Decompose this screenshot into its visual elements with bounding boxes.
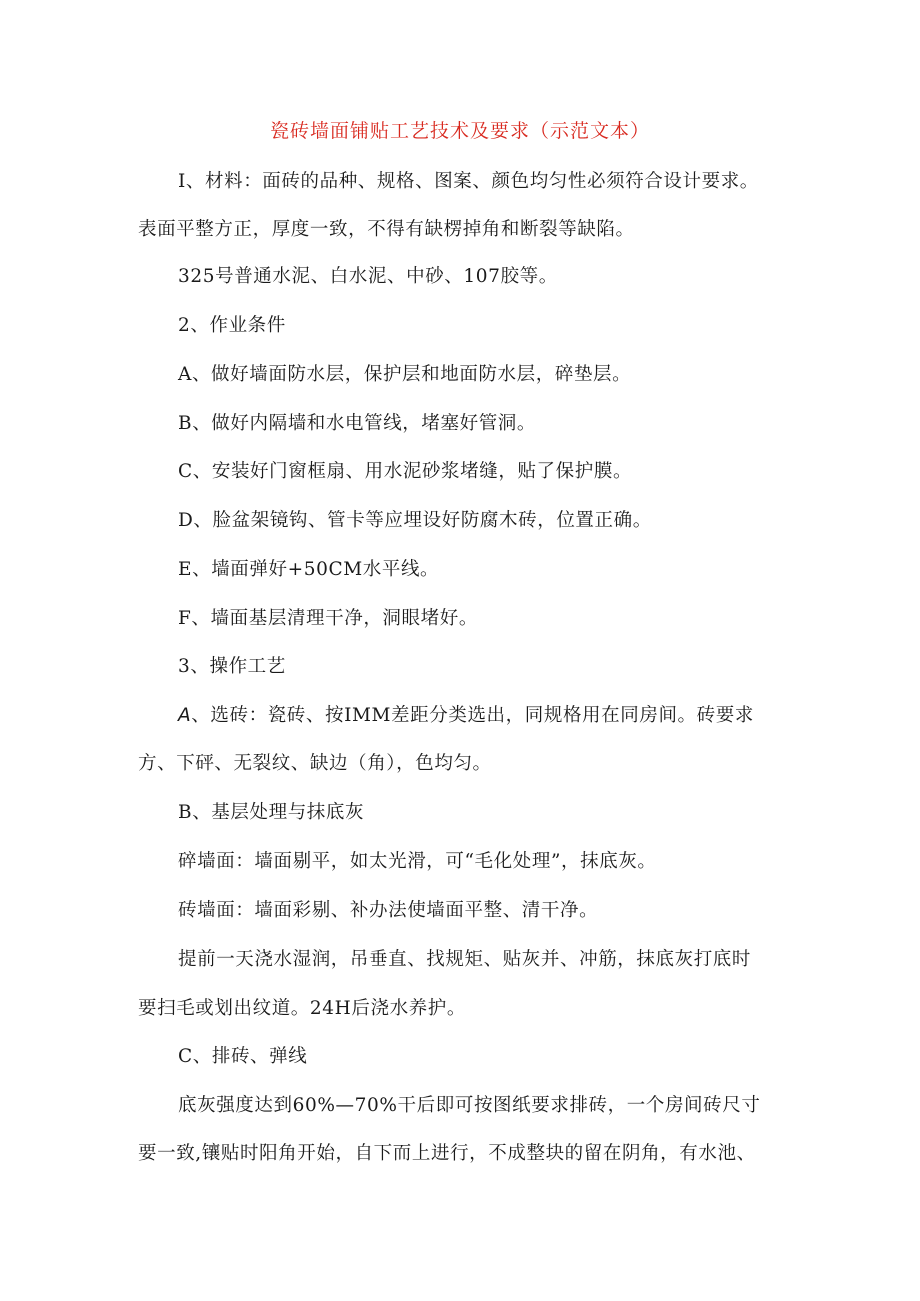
section-heading: 3、操作工艺 xyxy=(178,656,286,677)
paragraph-line: 方、下砰、无裂纹、缺边（角），色均匀。 xyxy=(138,753,492,774)
document-title: 瓷砖墙面铺贴工艺技术及要求（示范文本） xyxy=(269,120,650,142)
italic-prefix: A xyxy=(178,705,192,726)
paragraph-line: B、做好内隔墙和水电管线，堵塞好管洞。 xyxy=(178,413,536,434)
paragraph-line: I、材料：面砖的品种、规格、图案、颜色均匀性必须符合设计要求。 xyxy=(178,171,759,192)
paragraph-line-text: 、选砖：瓷砖、按IMM差距分类选出，同规格用在同房间。砖要求 xyxy=(191,705,754,726)
paragraph-line: 底灰强度达到60%—70%干后即可按图纸要求排砖，一个房间砖尺寸 xyxy=(178,1095,761,1116)
paragraph-line: C、安装好门窗框扇、用水泥砂浆堵缝，贴了保护膜。 xyxy=(178,461,633,482)
paragraph-line xyxy=(178,704,754,728)
paragraph-line: B、基层处理与抹底灰 xyxy=(178,802,365,823)
paragraph-line: E、墙面弹好+50CM水平线。 xyxy=(178,559,440,580)
paragraph-line: 表面平整方正，厚度一致，不得有缺楞掉角和断裂等缺陷。 xyxy=(138,219,635,240)
paragraph-line: 要扫毛或划出纹道。24H后浇水养护。 xyxy=(138,998,466,1019)
paragraph-line: F、墙面基层清理干净，洞眼堵好。 xyxy=(178,608,478,629)
section-heading: 2、作业条件 xyxy=(178,315,286,336)
paragraph-line: A、做好墙面防水层，保护层和地面防水层，碎垫层。 xyxy=(178,364,632,385)
paragraph-line: 要一致,镶贴时阳角开始，自下而上进行，不成整块的留在阴角，有水池、 xyxy=(138,1143,756,1164)
paragraph-line: D、脸盆架镜钩、管卡等应埋设好防腐木砖，位置正确。 xyxy=(178,510,652,531)
section-heading: C、排砖、弹线 xyxy=(178,1046,308,1067)
paragraph-line: 325号普通水泥、白水泥、中砂、107胶等。 xyxy=(178,266,558,287)
paragraph-line: 碎墙面：墙面剔平，如太光滑，可“毛化处理”，抹底灰。 xyxy=(178,851,657,872)
paragraph-line: 砖墙面：墙面彩剔、补办法使墙面平整、清干净。 xyxy=(178,900,599,921)
paragraph-line: 提前一天浇水湿润，吊垂直、找规矩、贴灰并、冲筋，抹底灰打底时 xyxy=(178,949,752,970)
